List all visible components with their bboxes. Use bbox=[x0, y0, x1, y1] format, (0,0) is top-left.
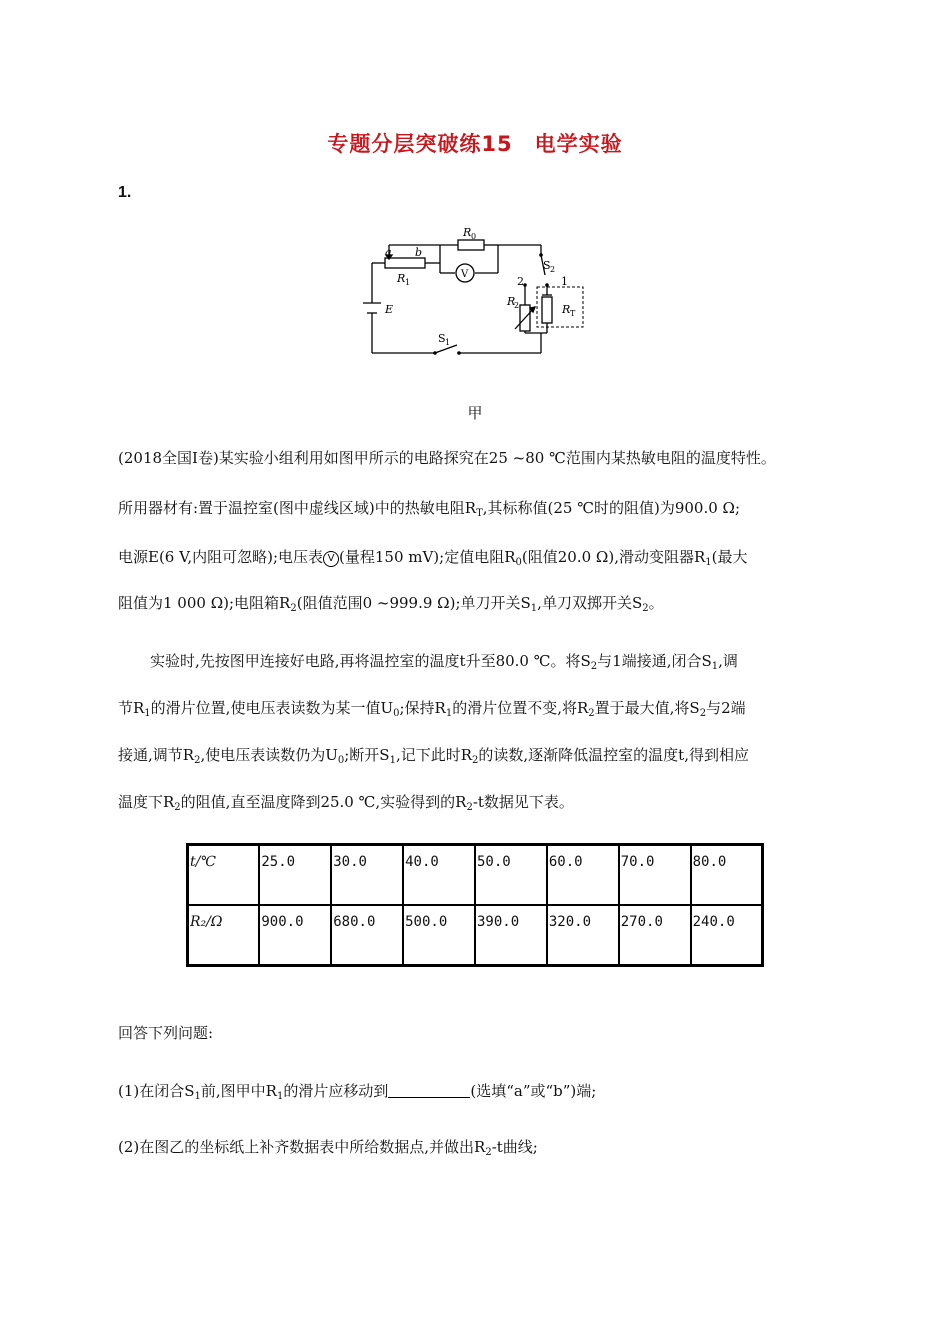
table-cell: 80.0 bbox=[691, 845, 763, 906]
label-r1: R bbox=[397, 272, 406, 285]
table-cell: 30.0 bbox=[331, 845, 403, 906]
table-cell: 60.0 bbox=[547, 845, 619, 906]
answer-blank[interactable] bbox=[388, 1083, 470, 1098]
label-rt-sub: T bbox=[570, 309, 576, 318]
para1-line3: 电源E(6 V,内阻可忽略);电压表 V (量程150 mV);定值电阻$R_0$(阻值20.0 Ω),滑动变阻器$R_1$(最大 bbox=[118, 548, 748, 568]
label-a: a bbox=[385, 246, 392, 259]
label-r1-sub: 1 bbox=[405, 278, 411, 287]
table-header-cell: t/℃ bbox=[188, 845, 260, 906]
label-r2: R bbox=[507, 295, 516, 308]
question-1: (1)在闭合$S_1$前,图甲中$R_1$的滑片应移动到 (选填“a”或“b”)端; bbox=[118, 1082, 597, 1102]
label-s1-sub: 1 bbox=[445, 338, 451, 347]
label-s2-sub: 2 bbox=[550, 265, 556, 274]
table-cell: 680.0 bbox=[331, 905, 403, 966]
answer-intro: 回答下列问题: bbox=[118, 1024, 214, 1042]
label-s2: S bbox=[543, 259, 551, 272]
table-row bbox=[188, 905, 763, 966]
question-2: (2)在图乙的坐标纸上补齐数据表中所给数据点,并做出$R_2-t$曲线; bbox=[118, 1138, 538, 1158]
question-number: 1. bbox=[118, 184, 132, 201]
label-s1: S bbox=[438, 332, 446, 345]
circuit-diagram bbox=[355, 225, 595, 365]
table-cell: 50.0 bbox=[475, 845, 547, 906]
label-e: E bbox=[385, 303, 394, 316]
para1-line2: 所用器材有:置于温控室(图中虚线区域)中的热敏电阻$R_T$,其标称值(25 ℃时的阻值)为900.0 Ω; bbox=[118, 499, 741, 519]
table-cell: 270.0 bbox=[619, 905, 691, 966]
label-pos2: 2 bbox=[517, 275, 524, 288]
label-rt: R bbox=[562, 303, 571, 316]
table-cell: 40.0 bbox=[403, 845, 475, 906]
data-table bbox=[186, 843, 764, 967]
voltmeter-icon: V bbox=[461, 269, 469, 280]
para2-line4: 温度下$R_2$的阻值,直至温度降到25.0 ℃,实验得到的$R_2-t$数据见下表。 bbox=[118, 793, 574, 813]
table-cell: 500.0 bbox=[403, 905, 475, 966]
voltmeter-icon: V bbox=[323, 551, 339, 567]
table-cell: 900.0 bbox=[259, 905, 331, 966]
label-r0-sub: 0 bbox=[471, 232, 477, 241]
table-header-cell: R₂/Ω bbox=[188, 905, 260, 966]
table-cell: 25.0 bbox=[259, 845, 331, 906]
para2-line1: 实验时,先按图甲连接好电路,再将温控室的温度t升至80.0 ℃。将$S_2$与1端接通,闭合$S_1$,调 bbox=[150, 652, 738, 672]
para2-line2: 节$R_1$的滑片位置,使电压表读数为某一值$U_0$;保持$R_1$的滑片位置不变,将$R_2$置于最大值,将$S_2$与2端 bbox=[118, 699, 746, 719]
page-title: 专题分层突破练15 电学实验 bbox=[327, 132, 623, 156]
table-cell: 70.0 bbox=[619, 845, 691, 906]
label-r0: R bbox=[463, 226, 472, 239]
label-r2-sub: 2 bbox=[514, 301, 520, 310]
figure-caption: 甲 bbox=[467, 404, 483, 422]
table-cell: 390.0 bbox=[475, 905, 547, 966]
para2-line3: 接通,调节$R_2$,使电压表读数仍为$U_0$;断开$S_1$,记下此时$R_2$的读数,逐渐降低温控室的温度t,得到相应 bbox=[118, 746, 749, 766]
label-pos1: 1 bbox=[561, 275, 568, 288]
label-b: b bbox=[415, 246, 423, 259]
table-row bbox=[188, 845, 763, 906]
para1-line1: (2018全国Ⅰ卷)某实验小组利用如图甲所示的电路探究在25 ~80 ℃范围内某热敏电阻的温度特性。 bbox=[118, 449, 776, 467]
table-cell: 240.0 bbox=[691, 905, 763, 966]
table-cell: 320.0 bbox=[547, 905, 619, 966]
para1-line4: 阻值为1 000 Ω);电阻箱$R_2$(阻值范围0 ~999.9 Ω);单刀开关$S_1$,单刀双掷开关$S_2$。 bbox=[118, 594, 664, 614]
